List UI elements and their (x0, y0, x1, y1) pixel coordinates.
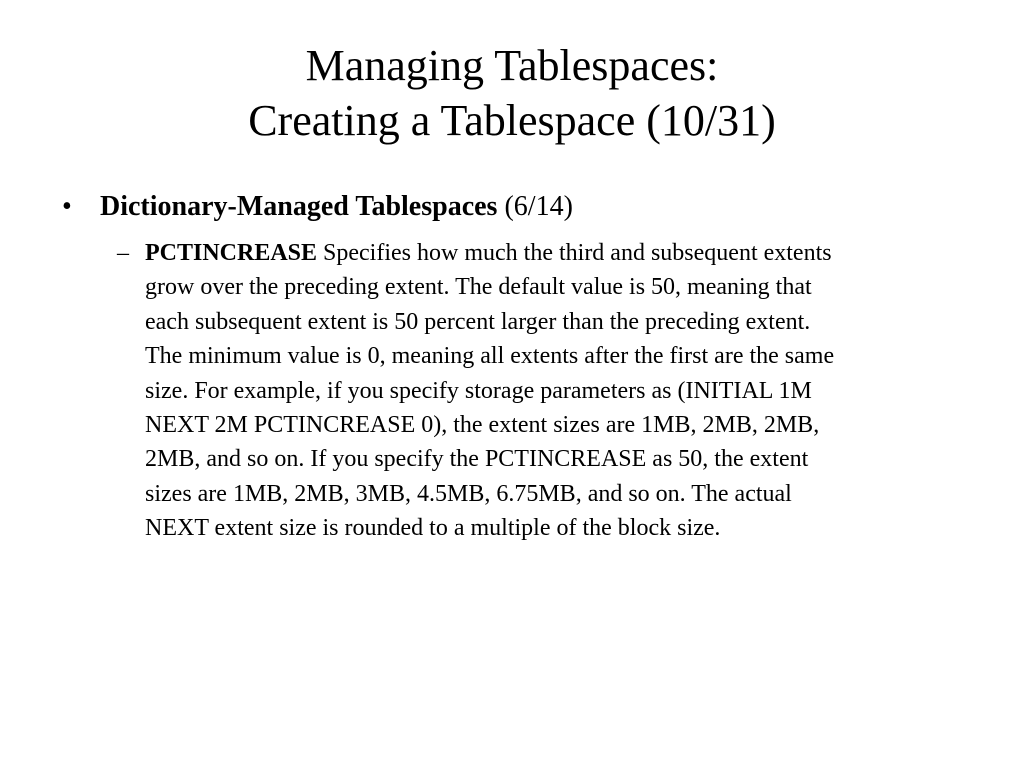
slide-title (0, 38, 1024, 148)
slide-title-line-1: Managing Tablespaces: (305, 41, 719, 90)
sub-bullet-line-4: The minimum value is 0, meaning all extents after the first are the same (145, 343, 835, 370)
sub-bullet-line-7: 2MB, and so on. If you specify the PCTINCREASE as 50, the extent (145, 446, 809, 473)
sub-bullet-line-6: NEXT 2M PCTINCREASE 0), the extent sizes are 1MB, 2MB, 2MB, (145, 412, 820, 439)
bullet-dot-icon: • (62, 191, 72, 222)
sub-bullet-text: Specifies how much the third and subsequent extents (317, 240, 832, 266)
sub-bullet-line-8: sizes are 1MB, 2MB, 3MB, 4.5MB, 6.75MB, and so on. The actual (145, 480, 792, 507)
sub-bullet-line-9: NEXT extent size is rounded to a multiple of the block size. (145, 515, 721, 542)
sub-bullet-line-2: grow over the preceding extent. The default value is 50, meaning that (145, 274, 812, 301)
bullet-counter: (6/14) (504, 191, 573, 222)
slide-title-line-2: Creating a Tablespace (10/31) (248, 96, 776, 145)
sub-bullet-line-3: each subsequent extent is 50 percent larger than the preceding extent. (145, 308, 811, 335)
sub-bullet-line-5: size. For example, if you specify storage parameters as (INITIAL 1M (145, 377, 812, 404)
bullet-heading: Dictionary-Managed Tablespaces (100, 191, 498, 222)
sub-bullet-term: PCTINCREASE (145, 240, 318, 266)
sub-bullet-content (145, 236, 977, 546)
bullet-content (100, 190, 573, 224)
sub-bullet-line-1 (145, 236, 977, 270)
dash-icon: – (117, 240, 129, 266)
